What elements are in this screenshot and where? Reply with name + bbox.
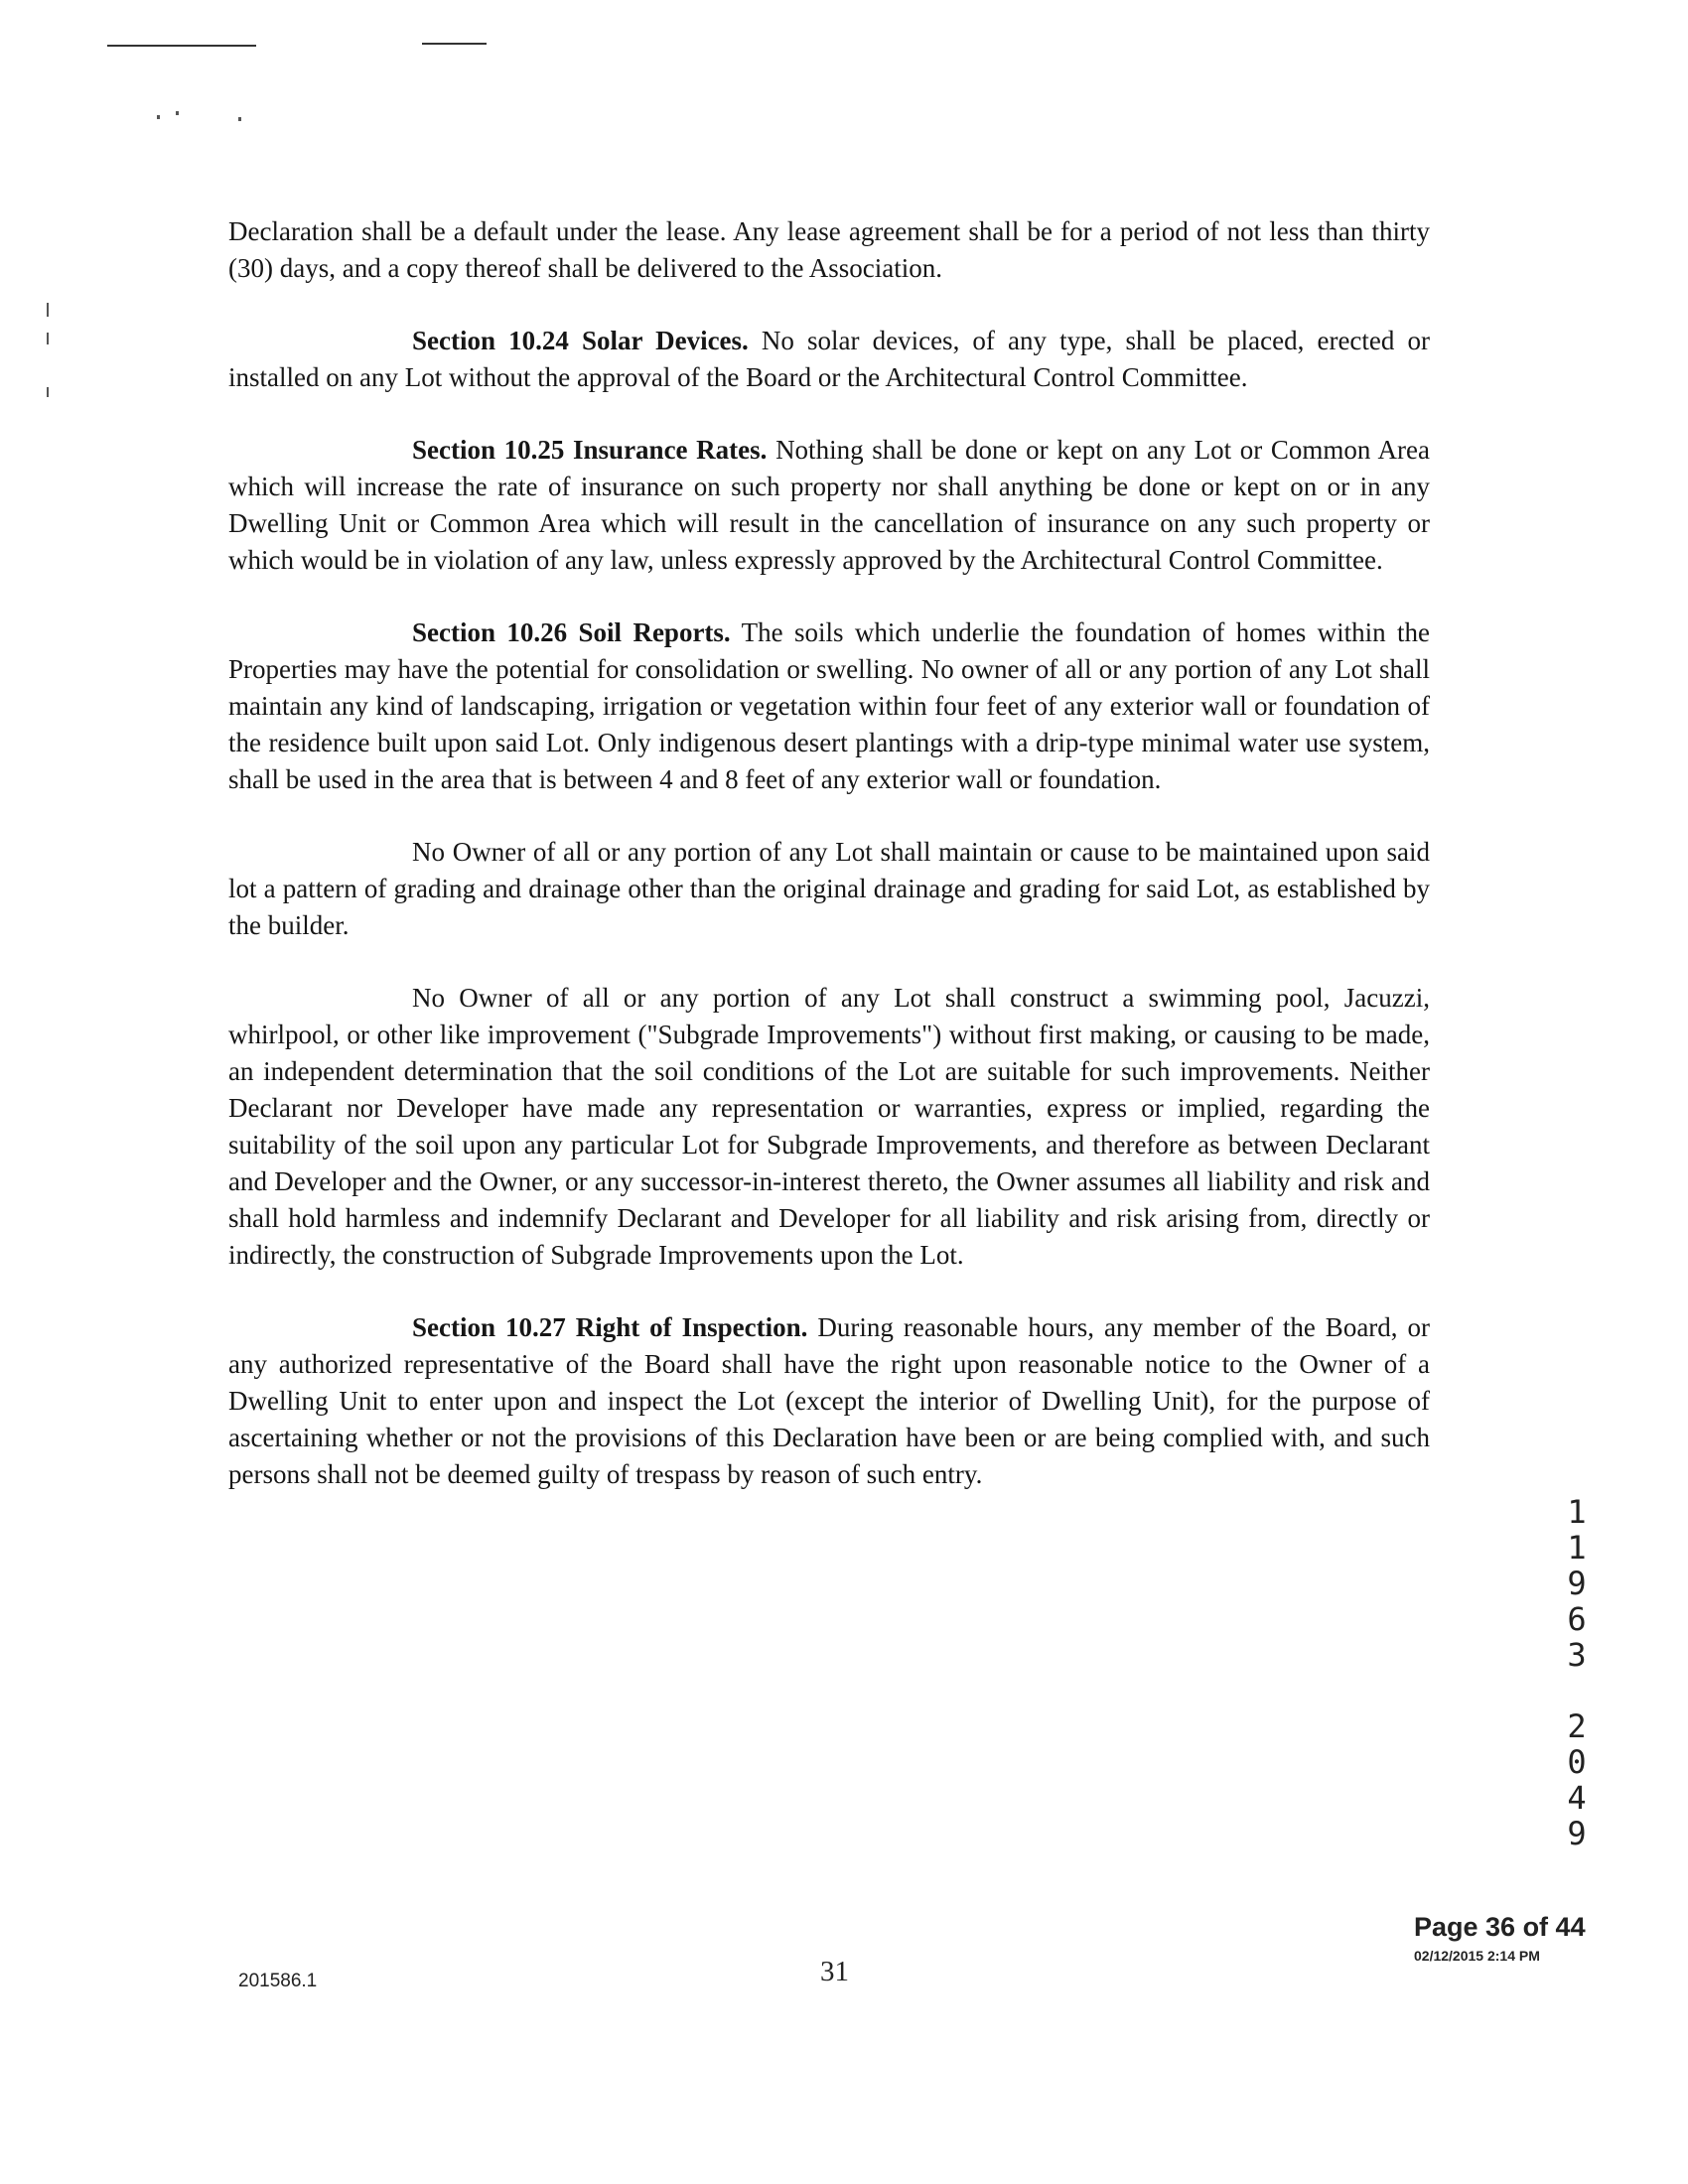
record-digit: 6 [1567,1600,1587,1638]
top-rule-left [107,45,256,47]
section-heading: Section 10.25 Insurance Rates. [412,435,768,465]
page-number: 31 [820,1956,849,1987]
paragraph: Section 10.25 Insurance Rates. Nothing shall be done or kept on any Lot or Common Area which will increase the rate of insurance on such property nor shall anything be done or kept on or in any Dwelling Unit or Common Area which will result in the cancellation of insurance on any such property or which would be in violation of any law, unless expressly approved by the Architectural Control Committee. [228,435,1430,575]
paragraph: Section 10.26 Soil Reports. The soils which underlie the foundation of homes within the Properties may have the potential for consolidation or swelling. No owner of all or any portion of any Lot shall maintain any kind of landscaping, irrigation or vegetation within four feet of any exterior wall or foundation of the residence built upon said Lot. Only indigenous desert plantings with a drip-type minimal water use system, shall be used in the area that is between 4 and 8 feet of any exterior wall or foundation. [228,617,1430,794]
scan-mark [47,387,49,397]
vertical-record-number [1557,1494,1597,1851]
document-number: 201586.1 [238,1971,318,1991]
document-body [228,213,1430,1529]
record-digit: 9 [1567,1565,1587,1602]
scan-mark [238,117,241,121]
section-heading: Section 10.24 Solar Devices. [412,326,749,355]
scan-mark [176,111,179,115]
paragraph: Section 10.24 Solar Devices. No solar devices, of any type, shall be placed, erected or installed on any Lot without the approval of the Board or the Architectural Control Committee. [228,326,1430,392]
record-digit: 0 [1567,1743,1587,1781]
paragraph: Section 10.27 Right of Inspection. During reasonable hours, any member of the Board, or any authorized representative of the Board shall have the right upon reasonable notice to the Owner of a Dwelling Unit to enter upon and inspect the Lot (except the interior of Dwelling Unit), for the purpose of ascertaining whether or not the provisions of this Declaration have been or are being complied with, and such persons shall not be deemed guilty of trespass by reason of such entry. [228,1312,1431,1489]
paragraph: Declaration shall be a default under the lease. Any lease agreement shall be for a period of not less than thirty (30) days, and a copy thereof shall be delivered to the Association. [228,216,1430,283]
paragraph: No Owner of all or any portion of any Lot shall construct a swimming pool, Jacuzzi, whirlpool, or other like improvement ("Subgrade Improvements") without first making, or causing to be made, an independent determination that the soil conditions of the Lot are suitable for such improvements. Neither Declarant nor Developer have made any representation or warranties, express or implied, regarding the suitability of the soil upon any particular Lot for Subgrade Improvements, and therefore as between Declarant and Developer and the Owner, or any successor-in-interest thereto, the Owner assumes all liability and risk and shall hold harmless and indemnify Declarant and Developer for all liability and risk arising from, directly or indirectly, the construction of Subgrade Improvements upon the Lot. [228,983,1430,1270]
section-heading: Section 10.27 Right of Inspection. [412,1312,808,1342]
record-digit: 3 [1567,1636,1587,1674]
top-rule-right [422,43,487,45]
record-digit: 1 [1567,1529,1587,1567]
recording-datetime: 02/12/2015 2:14 PM [1414,1948,1540,1964]
record-digit: 2 [1567,1707,1587,1745]
scan-mark [47,333,49,344]
record-digit: 9 [1567,1815,1587,1852]
scan-mark [157,115,160,119]
section-heading: Section 10.26 Soil Reports. [412,617,731,647]
page-of-label: Page 36 of 44 [1414,1912,1586,1942]
record-gap [1557,1673,1597,1708]
record-digit: 4 [1567,1779,1587,1817]
paragraph: No Owner of all or any portion of any Lot shall maintain or cause to be maintained upon said lot a pattern of grading and drainage other than the original drainage and grading for said Lot, as established by the builder. [228,837,1430,940]
record-digit: 1 [1567,1493,1587,1531]
scan-mark [47,303,49,317]
